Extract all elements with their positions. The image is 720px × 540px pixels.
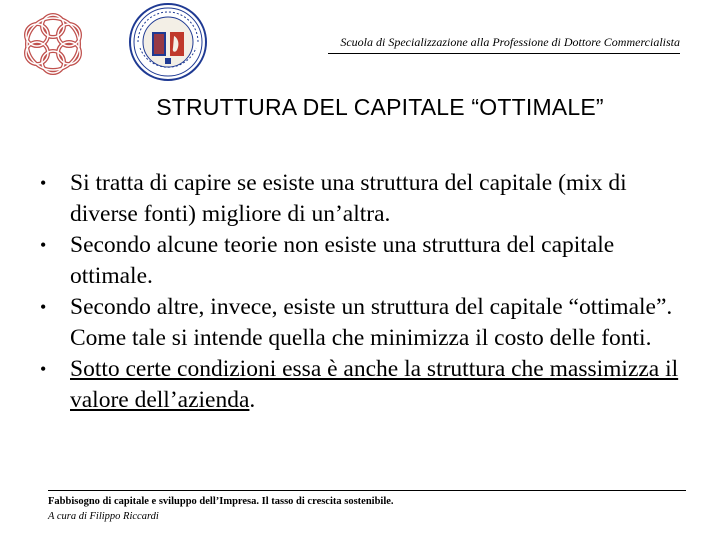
bullet-item bbox=[40, 230, 680, 292]
bullet-text: Secondo alcune teorie non esiste una struttura del capitale ottimale. bbox=[70, 232, 615, 289]
institution-header: Scuola di Specializzazione alla Professione di Dottore Commercialista bbox=[340, 35, 680, 49]
header-divider bbox=[328, 53, 680, 54]
bullet-text-underlined: Sotto certe condizioni essa è anche la struttura che massimizza il valore dell’azienda bbox=[70, 356, 679, 413]
university-seal-icon bbox=[128, 2, 208, 82]
bullet-suffix: . bbox=[249, 387, 256, 413]
footer-author: A cura di Filippo Riccardi bbox=[48, 511, 159, 522]
bullet-list bbox=[40, 168, 680, 416]
bullet-text: Si tratta di capire se esiste una struttura del capitale (mix di diverse fonti) migliore di un’altra. bbox=[70, 170, 627, 227]
bullet-dot-icon: • bbox=[40, 359, 47, 379]
bullet-dot-icon: • bbox=[40, 297, 47, 317]
bullet-dot-icon: • bbox=[40, 173, 47, 193]
bullet-item bbox=[40, 354, 680, 416]
bullet-item bbox=[40, 168, 680, 230]
footer-divider bbox=[48, 490, 686, 491]
bullet-item bbox=[40, 292, 680, 354]
ornamental-knot-logo-icon bbox=[18, 6, 88, 82]
bullet-text: Secondo altre, invece, esiste un struttura del capitale “ottimale”. Come tale si intende quella che minimizza il costo delle fonti. bbox=[70, 294, 673, 351]
footer-course-title: Fabbisogno di capitale e sviluppo dell’Impresa. Il tasso di crescita sostenibile. bbox=[48, 496, 394, 507]
slide-title: STRUTTURA DEL CAPITALE “OTTIMALE” bbox=[156, 94, 604, 120]
bullet-dot-icon: • bbox=[40, 235, 47, 255]
